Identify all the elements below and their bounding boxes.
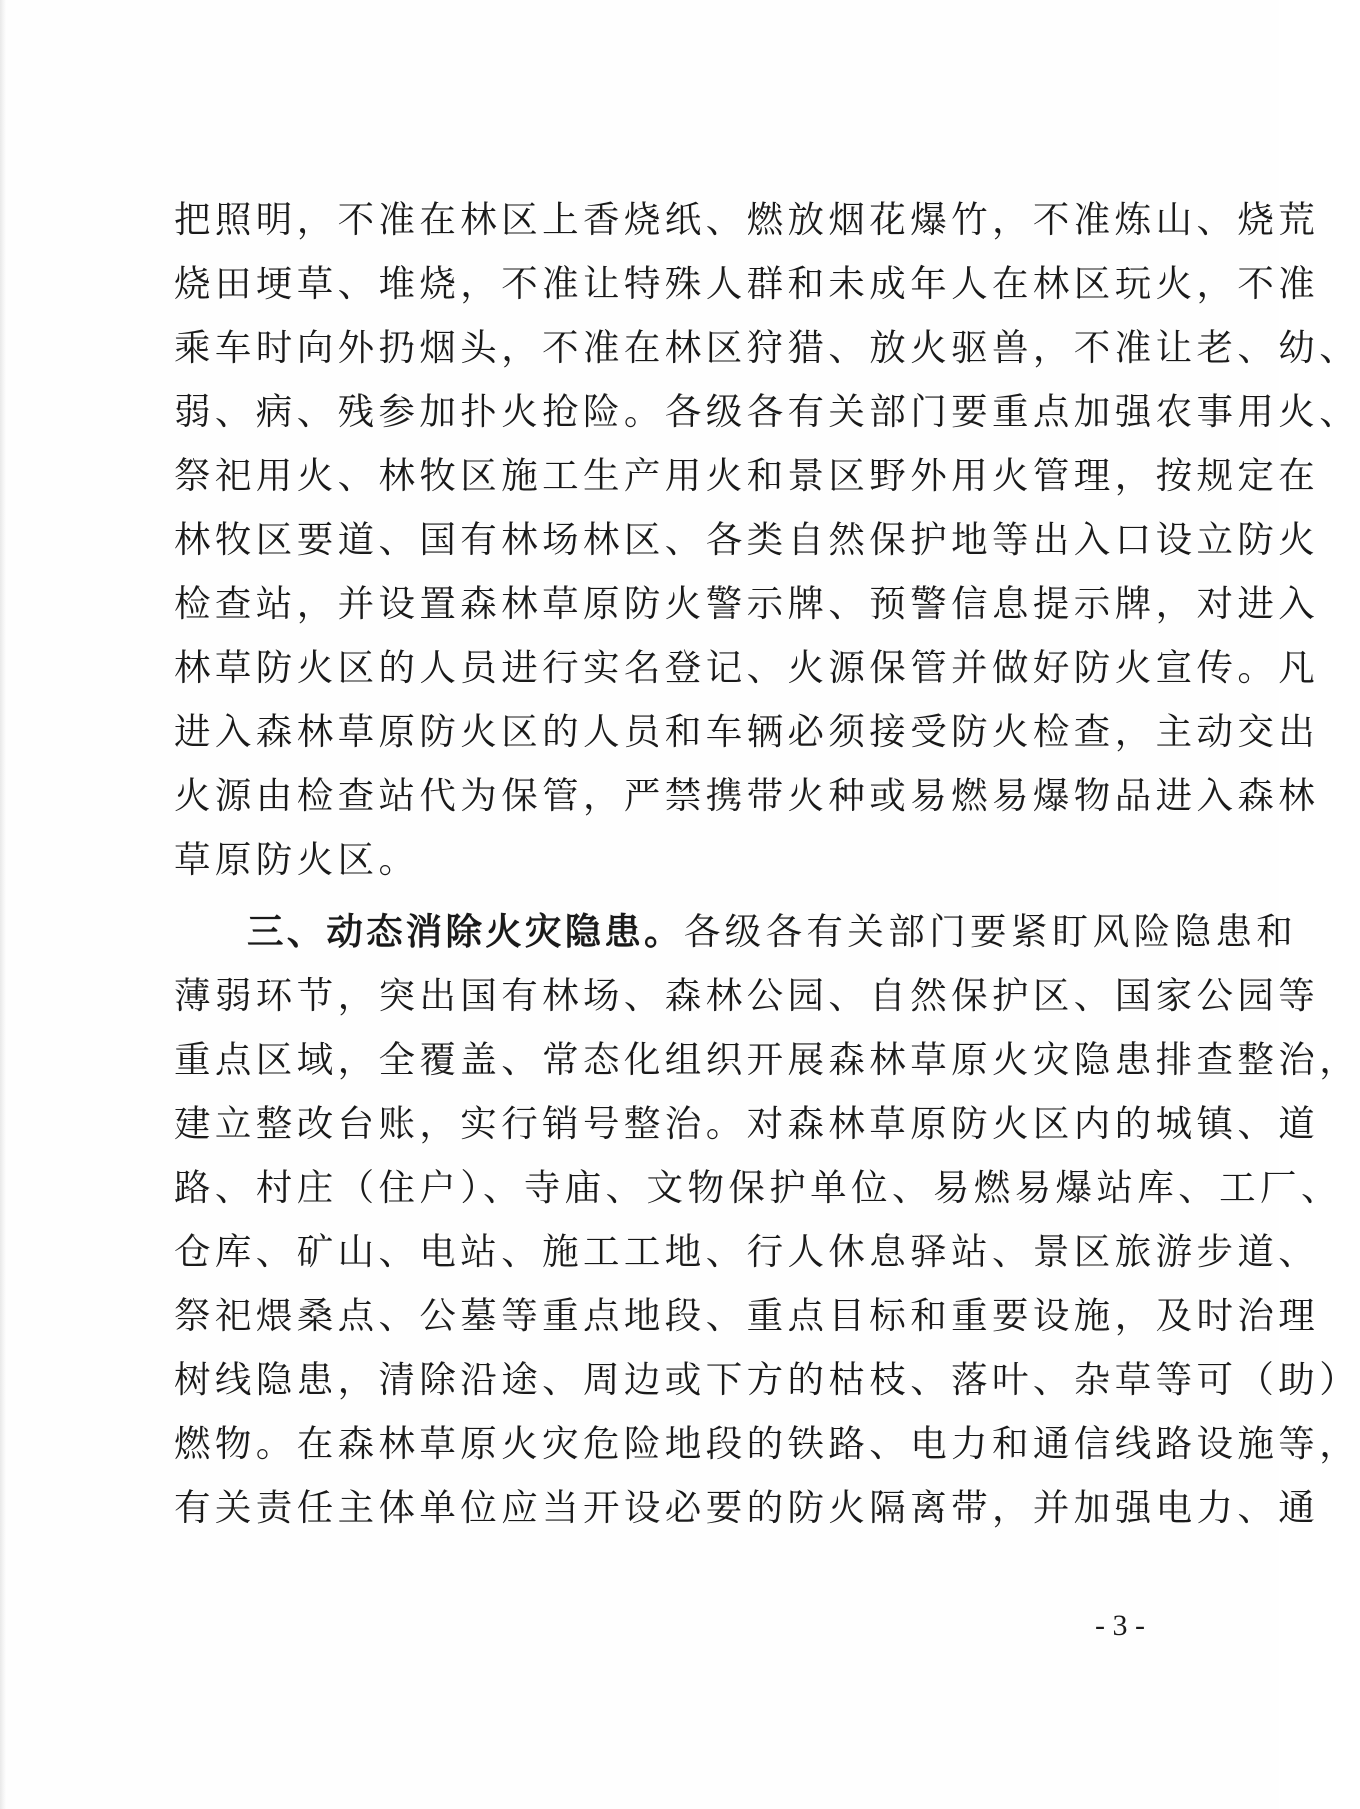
text-line: 祭祀用火、林牧区施工生产用火和景区野外用火管理，按规定在 [174,454,1320,497]
text-line: 路、村庄（住户）、寺庙、文物保护单位、易燃易爆站库、工厂、 [174,1166,1342,1209]
section-first-line-text: 各级各有关部门要紧盯风险隐患和 [683,910,1298,953]
text-line: 燃物。在森林草原火灾危险地段的铁路、电力和通信线路设施等， [174,1422,1360,1465]
text-line: 检查站，并设置森林草原防火警示牌、预警信息提示牌，对进入 [174,582,1320,625]
text-line: 火源由检查站代为保管，严禁携带火种或易燃易爆物品进入森林 [174,774,1320,817]
section-first-line [174,902,1298,962]
text-line: 乘车时向外扔烟头，不准在林区狩猎、放火驱兽，不准让老、幼、 [174,326,1360,369]
text-line: 祭祀煨桑点、公墓等重点地段、重点目标和重要设施，及时治理 [174,1294,1320,1337]
text-line: 弱、病、残参加扑火抢险。各级各有关部门要重点加强农事用火、 [174,390,1360,433]
page-number: - 3 - [1095,1609,1145,1642]
text-line: 有关责任主体单位应当开设必要的防火隔离带，并加强电力、通 [174,1486,1320,1529]
text-line: 烧田埂草、堆烧，不准让特殊人群和未成年人在林区玩火，不准 [174,262,1320,305]
text-line: 仓库、矿山、电站、施工工地、行人休息驿站、景区旅游步道、 [174,1230,1320,1273]
text-line: 进入森林草原防火区的人员和车辆必须接受防火检查，主动交出 [174,710,1320,753]
text-line: 林牧区要道、国有林场林区、各类自然保护地等出入口设立防火 [174,518,1320,561]
text-line: 薄弱环节，突出国有林场、森林公园、自然保护区、国家公园等 [174,974,1320,1017]
text-line: 树线隐患，清除沿途、周边或下方的枯枝、落叶、杂草等可（助） [174,1358,1360,1401]
scan-edge-shadow [0,0,6,1809]
text-line: 建立整改台账，实行销号整治。对森林草原防火区内的城镇、道 [174,1102,1320,1145]
text-line: 林草防火区的人员进行实名登记、火源保管并做好防火宣传。凡 [174,646,1320,689]
text-line: 草原防火区。 [174,838,420,881]
text-line: 把照明，不准在林区上香烧纸、燃放烟花爆竹，不准炼山、烧荒 [174,198,1320,241]
section-heading: 三、动态消除火灾隐患。 [247,910,684,953]
text-line: 重点区域，全覆盖、常态化组织开展森林草原火灾隐患排查整治， [174,1038,1360,1081]
